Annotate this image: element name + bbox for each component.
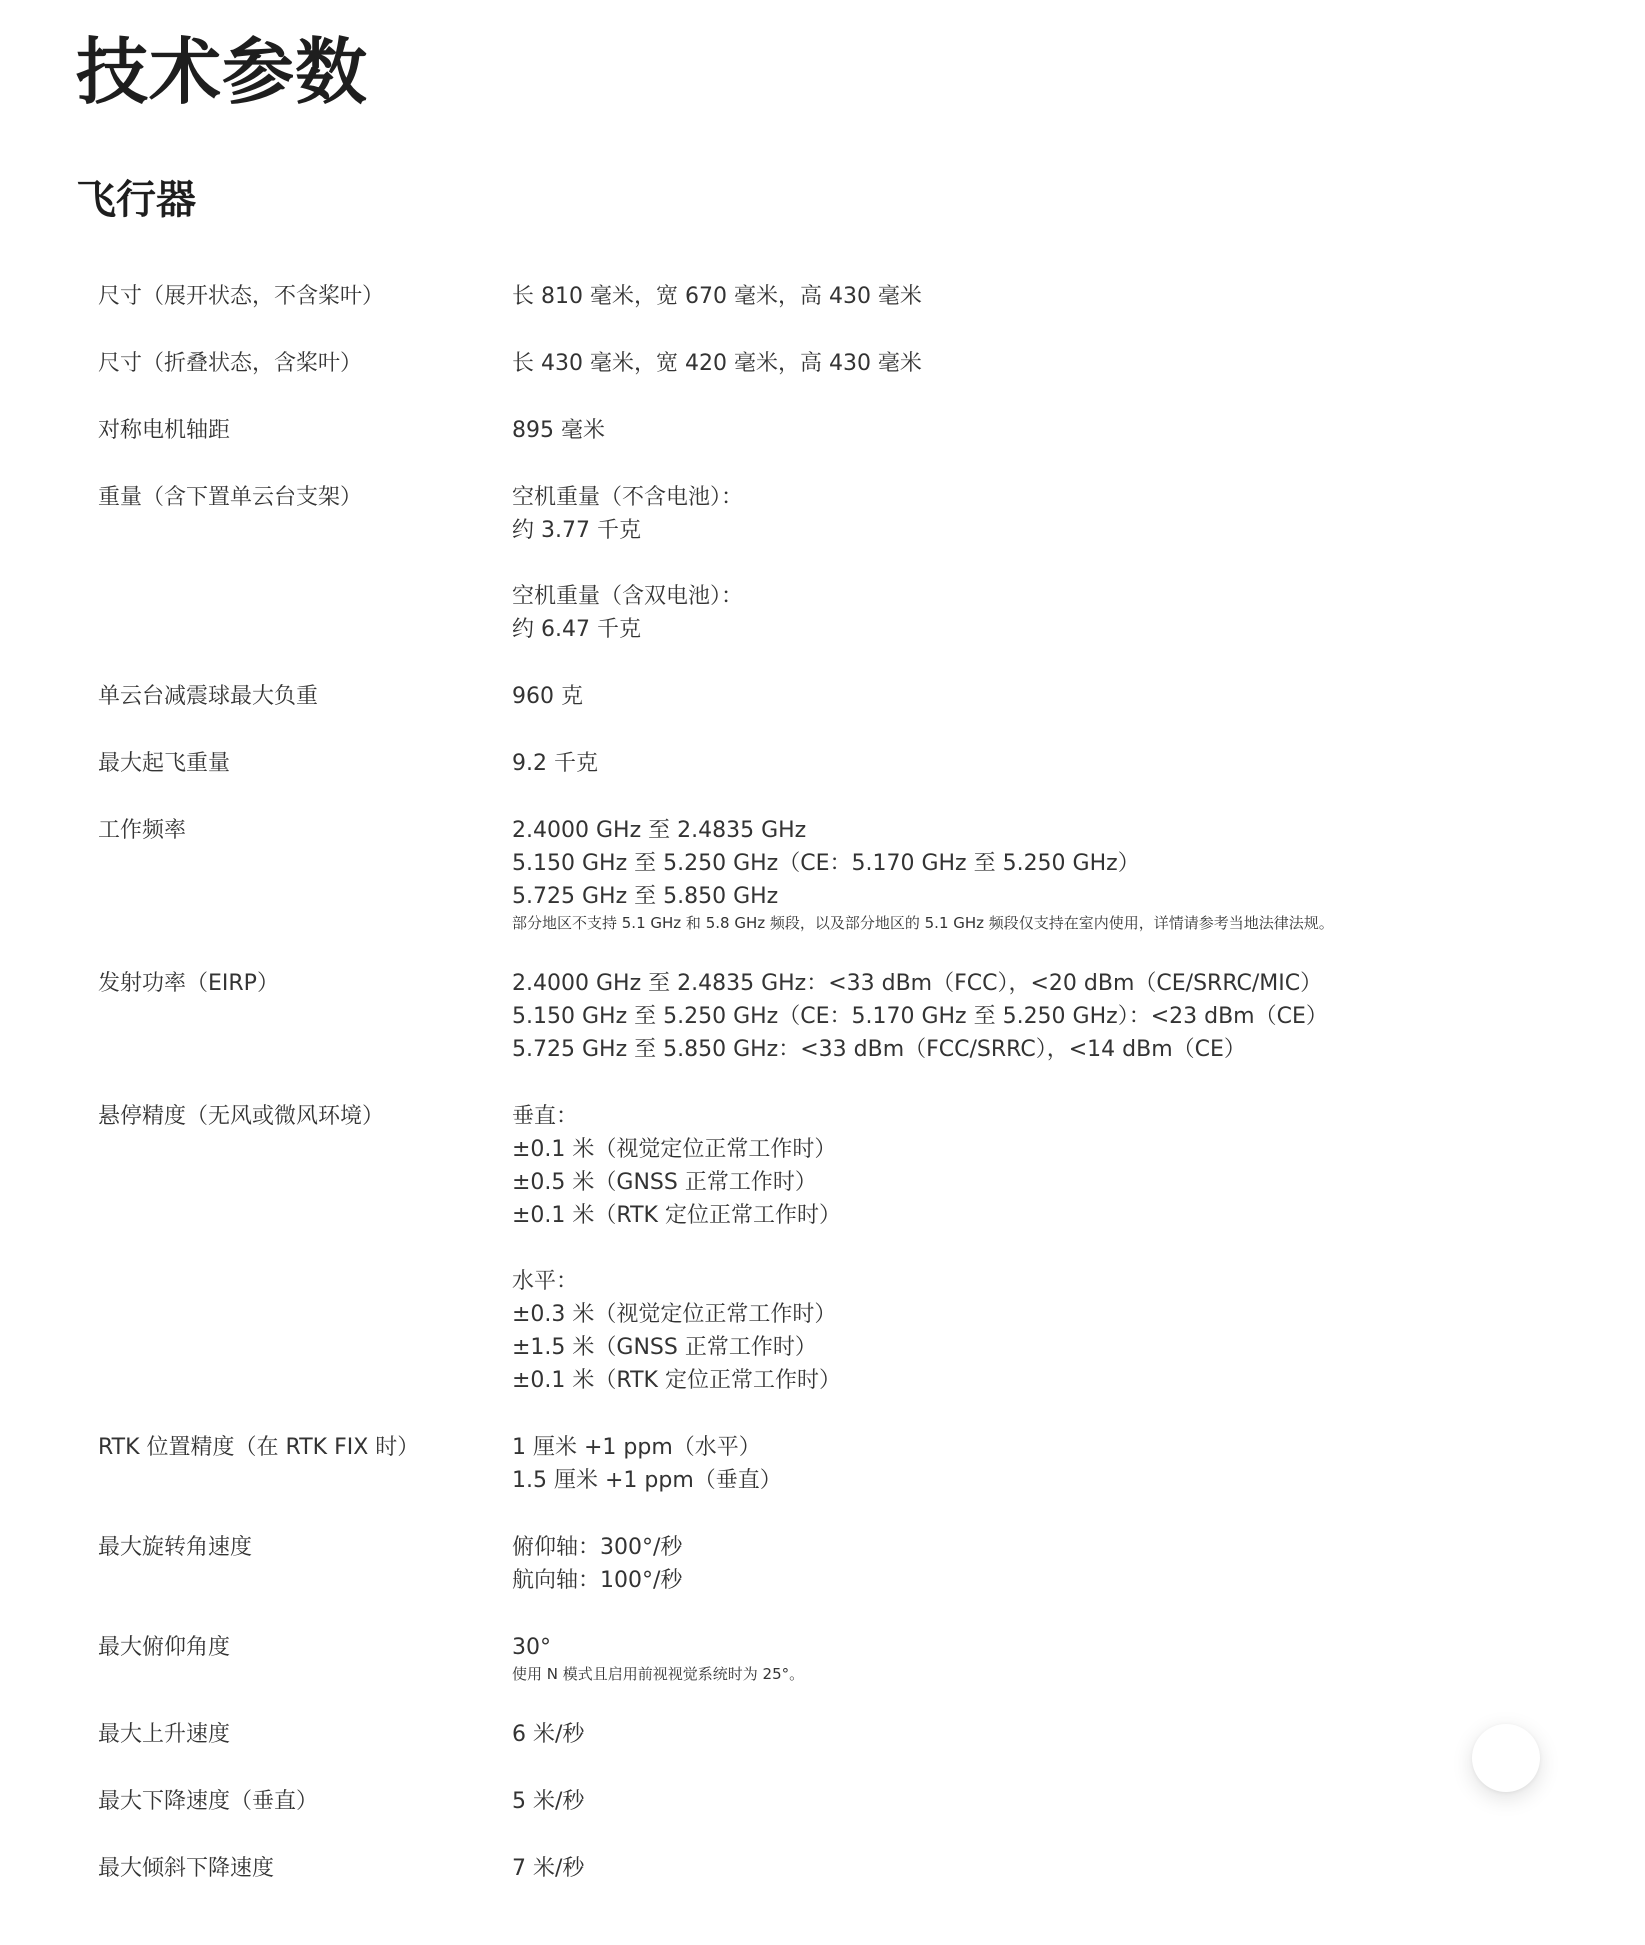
spec-value-line: 约 6.47 千克 (512, 617, 641, 642)
spec-value (512, 481, 1478, 646)
spec-row (98, 967, 1478, 1066)
spec-label: 最大旋转角速度 (98, 1535, 253, 1560)
spec-value-line: 俯仰轴：300°/秒 (512, 1535, 683, 1560)
spec-value-line: 2.4000 GHz 至 2.4835 GHz：<33 dBm（FCC），<20 dBm（CE/SRRC/MIC） (512, 971, 1323, 996)
spec-value (512, 1785, 1478, 1818)
spec-footnote: 部分地区不支持 5.1 GHz 和 5.8 GHz 频段，以及部分地区的 5.1 GHz 频段仅支持在室内使用，详情请参考当地法律法规。 (512, 914, 1334, 932)
spec-value-spacer (512, 547, 1478, 580)
spec-value-line: 7 米/秒 (512, 1856, 585, 1881)
spec-label: 最大上升速度 (98, 1722, 231, 1747)
spec-row (98, 1718, 1478, 1751)
spec-row (98, 414, 1478, 447)
spec-value-line: 2.4000 GHz 至 2.4835 GHz (512, 818, 807, 843)
spec-value-line: 空机重量（不含电池）： (512, 485, 744, 510)
spec-value (512, 280, 1478, 313)
spec-value-line: 水平： (512, 1269, 579, 1294)
spec-value (512, 1100, 1478, 1397)
spec-value (512, 347, 1478, 380)
spec-value (512, 414, 1478, 447)
spec-label: 尺寸（折叠状态，含桨叶） (98, 351, 363, 376)
spec-value-line: 5 米/秒 (512, 1789, 585, 1814)
spec-label: 最大俯仰角度 (98, 1635, 231, 1660)
spec-label: 发射功率（EIRP） (98, 971, 279, 996)
spec-value-line: 长 430 毫米，宽 420 毫米，高 430 毫米 (512, 351, 922, 376)
spec-value (512, 1431, 1478, 1497)
spec-value-line: 895 毫米 (512, 418, 605, 443)
spec-row (98, 1531, 1478, 1597)
spec-row (98, 1852, 1478, 1885)
spec-value-line: 1 厘米 +1 ppm（水平） (512, 1435, 761, 1460)
spec-label: 工作频率 (98, 818, 187, 843)
spec-value-line: ±0.1 米（RTK 定位正常工作时） (512, 1203, 841, 1228)
spec-value-line: 5.150 GHz 至 5.250 GHz（CE：5.170 GHz 至 5.250 GHz） (512, 851, 1140, 876)
spec-label: 尺寸（展开状态，不含桨叶） (98, 284, 385, 309)
spec-value-line: 30° (512, 1635, 551, 1660)
spec-row (98, 747, 1478, 780)
spec-value-line: 960 克 (512, 684, 583, 709)
spec-value (512, 1852, 1478, 1885)
spec-value-line: 航向轴：100°/秒 (512, 1568, 683, 1593)
spec-value (512, 747, 1478, 780)
spec-label: 重量（含下置单云台支架） (98, 485, 363, 510)
spec-row (98, 280, 1478, 313)
spec-value-line: 1.5 厘米 +1 ppm（垂直） (512, 1468, 782, 1493)
spec-label: 单云台减震球最大负重 (98, 684, 319, 709)
spec-value-line: 6 米/秒 (512, 1722, 585, 1747)
spec-value (512, 814, 1478, 933)
spec-value-line: 长 810 毫米，宽 670 毫米，高 430 毫米 (512, 284, 922, 309)
spec-table (98, 280, 1478, 1919)
spec-row (98, 1631, 1478, 1684)
spec-value-line: 约 3.77 千克 (512, 518, 641, 543)
spec-row (98, 481, 1478, 646)
spec-label: 悬停精度（无风或微风环境） (98, 1104, 385, 1129)
spec-label: 对称电机轴距 (98, 418, 231, 443)
spec-row (98, 1431, 1478, 1497)
spec-label: 最大倾斜下降速度 (98, 1856, 275, 1881)
spec-row (98, 1785, 1478, 1818)
spec-row (98, 814, 1478, 933)
page-title: 技术参数 (76, 30, 369, 114)
spec-value-line: 垂直： (512, 1104, 579, 1129)
spec-footnote: 使用 N 模式且启用前视视觉系统时为 25°。 (512, 1665, 805, 1683)
spec-value-line: 5.725 GHz 至 5.850 GHz (512, 884, 779, 909)
spec-value-spacer (512, 1232, 1478, 1265)
spec-row (98, 347, 1478, 380)
spec-value-line: ±1.5 米（GNSS 正常工作时） (512, 1335, 817, 1360)
spec-value-line: 空机重量（含双电池）： (512, 584, 744, 609)
spec-label: RTK 位置精度（在 RTK FIX 时） (98, 1435, 420, 1460)
spec-value-line: 9.2 千克 (512, 751, 598, 776)
spec-label: 最大下降速度（垂直） (98, 1789, 319, 1814)
section-title-aircraft: 飞行器 (76, 177, 196, 223)
spec-row (98, 680, 1478, 713)
spec-value-line: ±0.1 米（RTK 定位正常工作时） (512, 1368, 841, 1393)
spec-row (98, 1100, 1478, 1397)
spec-value-line: 5.725 GHz 至 5.850 GHz：<33 dBm（FCC/SRRC），<14 dBm（CE） (512, 1037, 1246, 1062)
spec-value-line: ±0.5 米（GNSS 正常工作时） (512, 1170, 817, 1195)
spec-value (512, 967, 1478, 1066)
spec-value-line: ±0.3 米（视觉定位正常工作时） (512, 1302, 837, 1327)
spec-label: 最大起飞重量 (98, 751, 231, 776)
spec-value (512, 1631, 1478, 1684)
spec-value-line: 5.150 GHz 至 5.250 GHz（CE：5.170 GHz 至 5.250 GHz）：<23 dBm（CE） (512, 1004, 1328, 1029)
spec-value (512, 1718, 1478, 1751)
spec-value-line: ±0.1 米（视觉定位正常工作时） (512, 1137, 837, 1162)
spec-value (512, 1531, 1478, 1597)
spec-value (512, 680, 1478, 713)
floating-action-button[interactable] (1472, 1724, 1540, 1792)
